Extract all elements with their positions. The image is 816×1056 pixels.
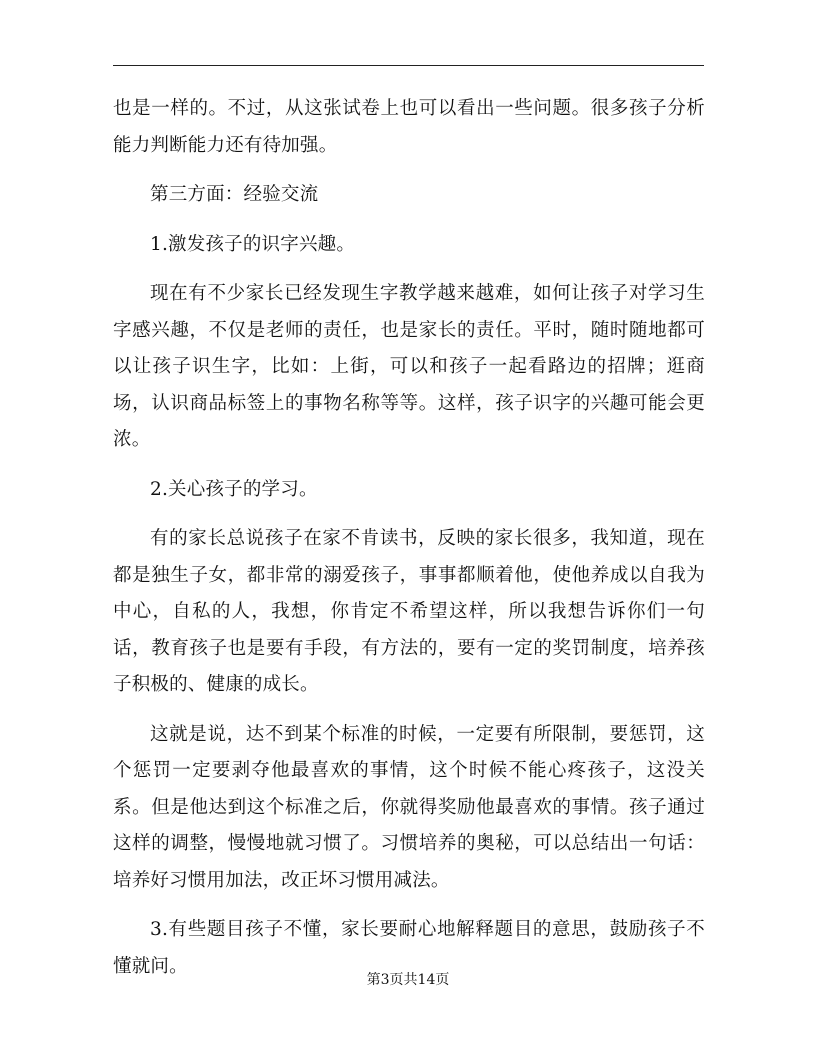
page-number-footer: 第3页共14页 [366,972,450,988]
paragraph: 这就是说，达不到某个标准的时候，一定要有所限制，要惩罚，这个惩罚一定要剥夺他最喜欢的事情，这个时候不能心疼孩子，这没关系。但是他达到这个标准之后，你就得奖励他最喜欢的事情。孩子通过这样的调整，慢慢地就习惯了。习惯培养的奥秘，可以总结出一句话：培养好习惯用加法，改正坏习惯用减法。 [113,723,705,891]
list-item-heading: 2.关心孩子的学习。 [150,478,318,500]
paragraph: 现在有不少家长已经发现生字教学越来越难，如何让孩子对学习生字感兴趣，不仅是老师的责任，也是家长的责任。平时，随时随地都可以让孩子识生字，比如：上街，可以和孩子一起看路边的招牌；逛商场，认识商品标签上的事物名称等等。这样，孩子识字的兴趣可能会更浓。 [113,283,705,450]
list-item-heading: 3.有些题目孩子不懂，家长要耐心地解释题目的意思，鼓励孩子不懂就问。 [113,919,705,977]
list-item-heading: 1.激发孩子的识字兴趣。 [150,233,356,255]
header-rule [113,65,704,66]
section-heading: 第三方面：经验交流 [150,184,319,205]
document-body [113,91,705,985]
paragraph-continuation: 也是一样的。不过，从这张试卷上也可以看出一些问题。很多孩子分析能力判断能力还有待加强。 [113,98,705,156]
paragraph: 有的家长总说孩子在家不肯读书，反映的家长很多，我知道，现在都是独生子女，都非常的溺爱孩子，事事都顺着他，使他养成以自我为中心，自私的人，我想，你肯定不希望这样，所以我想告诉你们一句话，教育孩子也是要有手段，有方法的，要有一定的奖罚制度，培养孩子积极的、健康的成长。 [113,528,705,695]
